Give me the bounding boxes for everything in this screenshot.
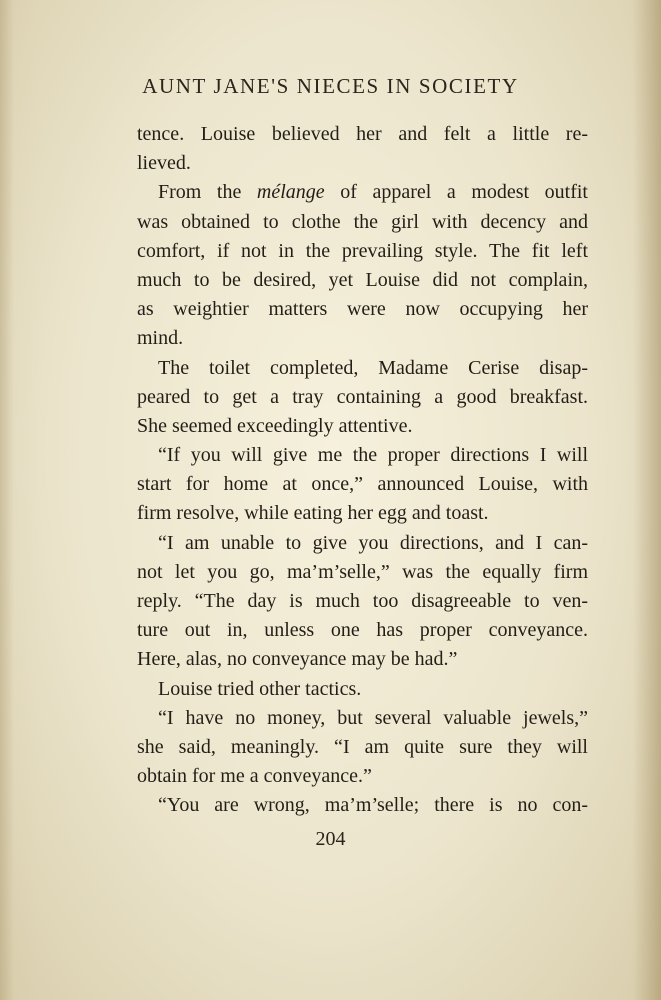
text-line: obtain for me a conveyance.” <box>137 765 372 788</box>
text-line: Here, alas, no conveyance may be had.” <box>137 648 458 671</box>
text-run: of apparel a modest outfit <box>324 181 588 204</box>
text-line: “I have no money, but several valuable jewels,” <box>158 706 588 729</box>
text-line: She seemed exceedingly attentive. <box>137 414 413 437</box>
text-line: mind. <box>137 327 184 350</box>
text-line: ture out in, unless one has proper conveyance. <box>137 619 588 642</box>
italic-word: mélange <box>256 181 325 204</box>
text-line: Louise tried other tactics. <box>158 677 362 700</box>
text-line: firm resolve, while eating her egg and toast. <box>137 502 489 525</box>
text-run: From the <box>158 181 257 204</box>
text-line: was obtained to clothe the girl with decency and <box>137 210 588 233</box>
text-line: peared to get a tray containing a good breakfast. <box>137 385 588 408</box>
text-line: tence. Louise believed her and felt a little re- <box>137 123 588 145</box>
text-line: The toilet completed, Madame Cerise disap- <box>158 356 588 379</box>
text-line: lieved. <box>137 152 191 175</box>
page-number: 204 <box>315 828 346 850</box>
text-line: start for home at once,” announced Louise, with <box>137 473 588 496</box>
text-line: “I am unable to give you directions, and I can- <box>158 531 588 554</box>
text-line: comfort, if not in the prevailing style. The fit left <box>137 239 588 262</box>
text-line: “You are wrong, ma’m’selle; there is no con- <box>158 794 588 817</box>
text-line: as weightier matters were now occupying her <box>137 298 588 321</box>
text-line: she said, meaningly. “I am quite sure they will <box>137 735 588 758</box>
text-line: not let you go, ma’m’selle,” was the equally firm <box>137 560 588 583</box>
text-line <box>137 178 588 207</box>
body-text <box>137 120 588 821</box>
text-line: reply. “The day is much too disagreeable to ven- <box>137 590 588 612</box>
running-head: AUNT JANE'S NIECES IN SOCIETY <box>142 74 519 98</box>
text-line: much to be desired, yet Louise did not complain, <box>137 268 588 291</box>
text-line: “If you will give me the proper directions I will <box>158 444 588 467</box>
